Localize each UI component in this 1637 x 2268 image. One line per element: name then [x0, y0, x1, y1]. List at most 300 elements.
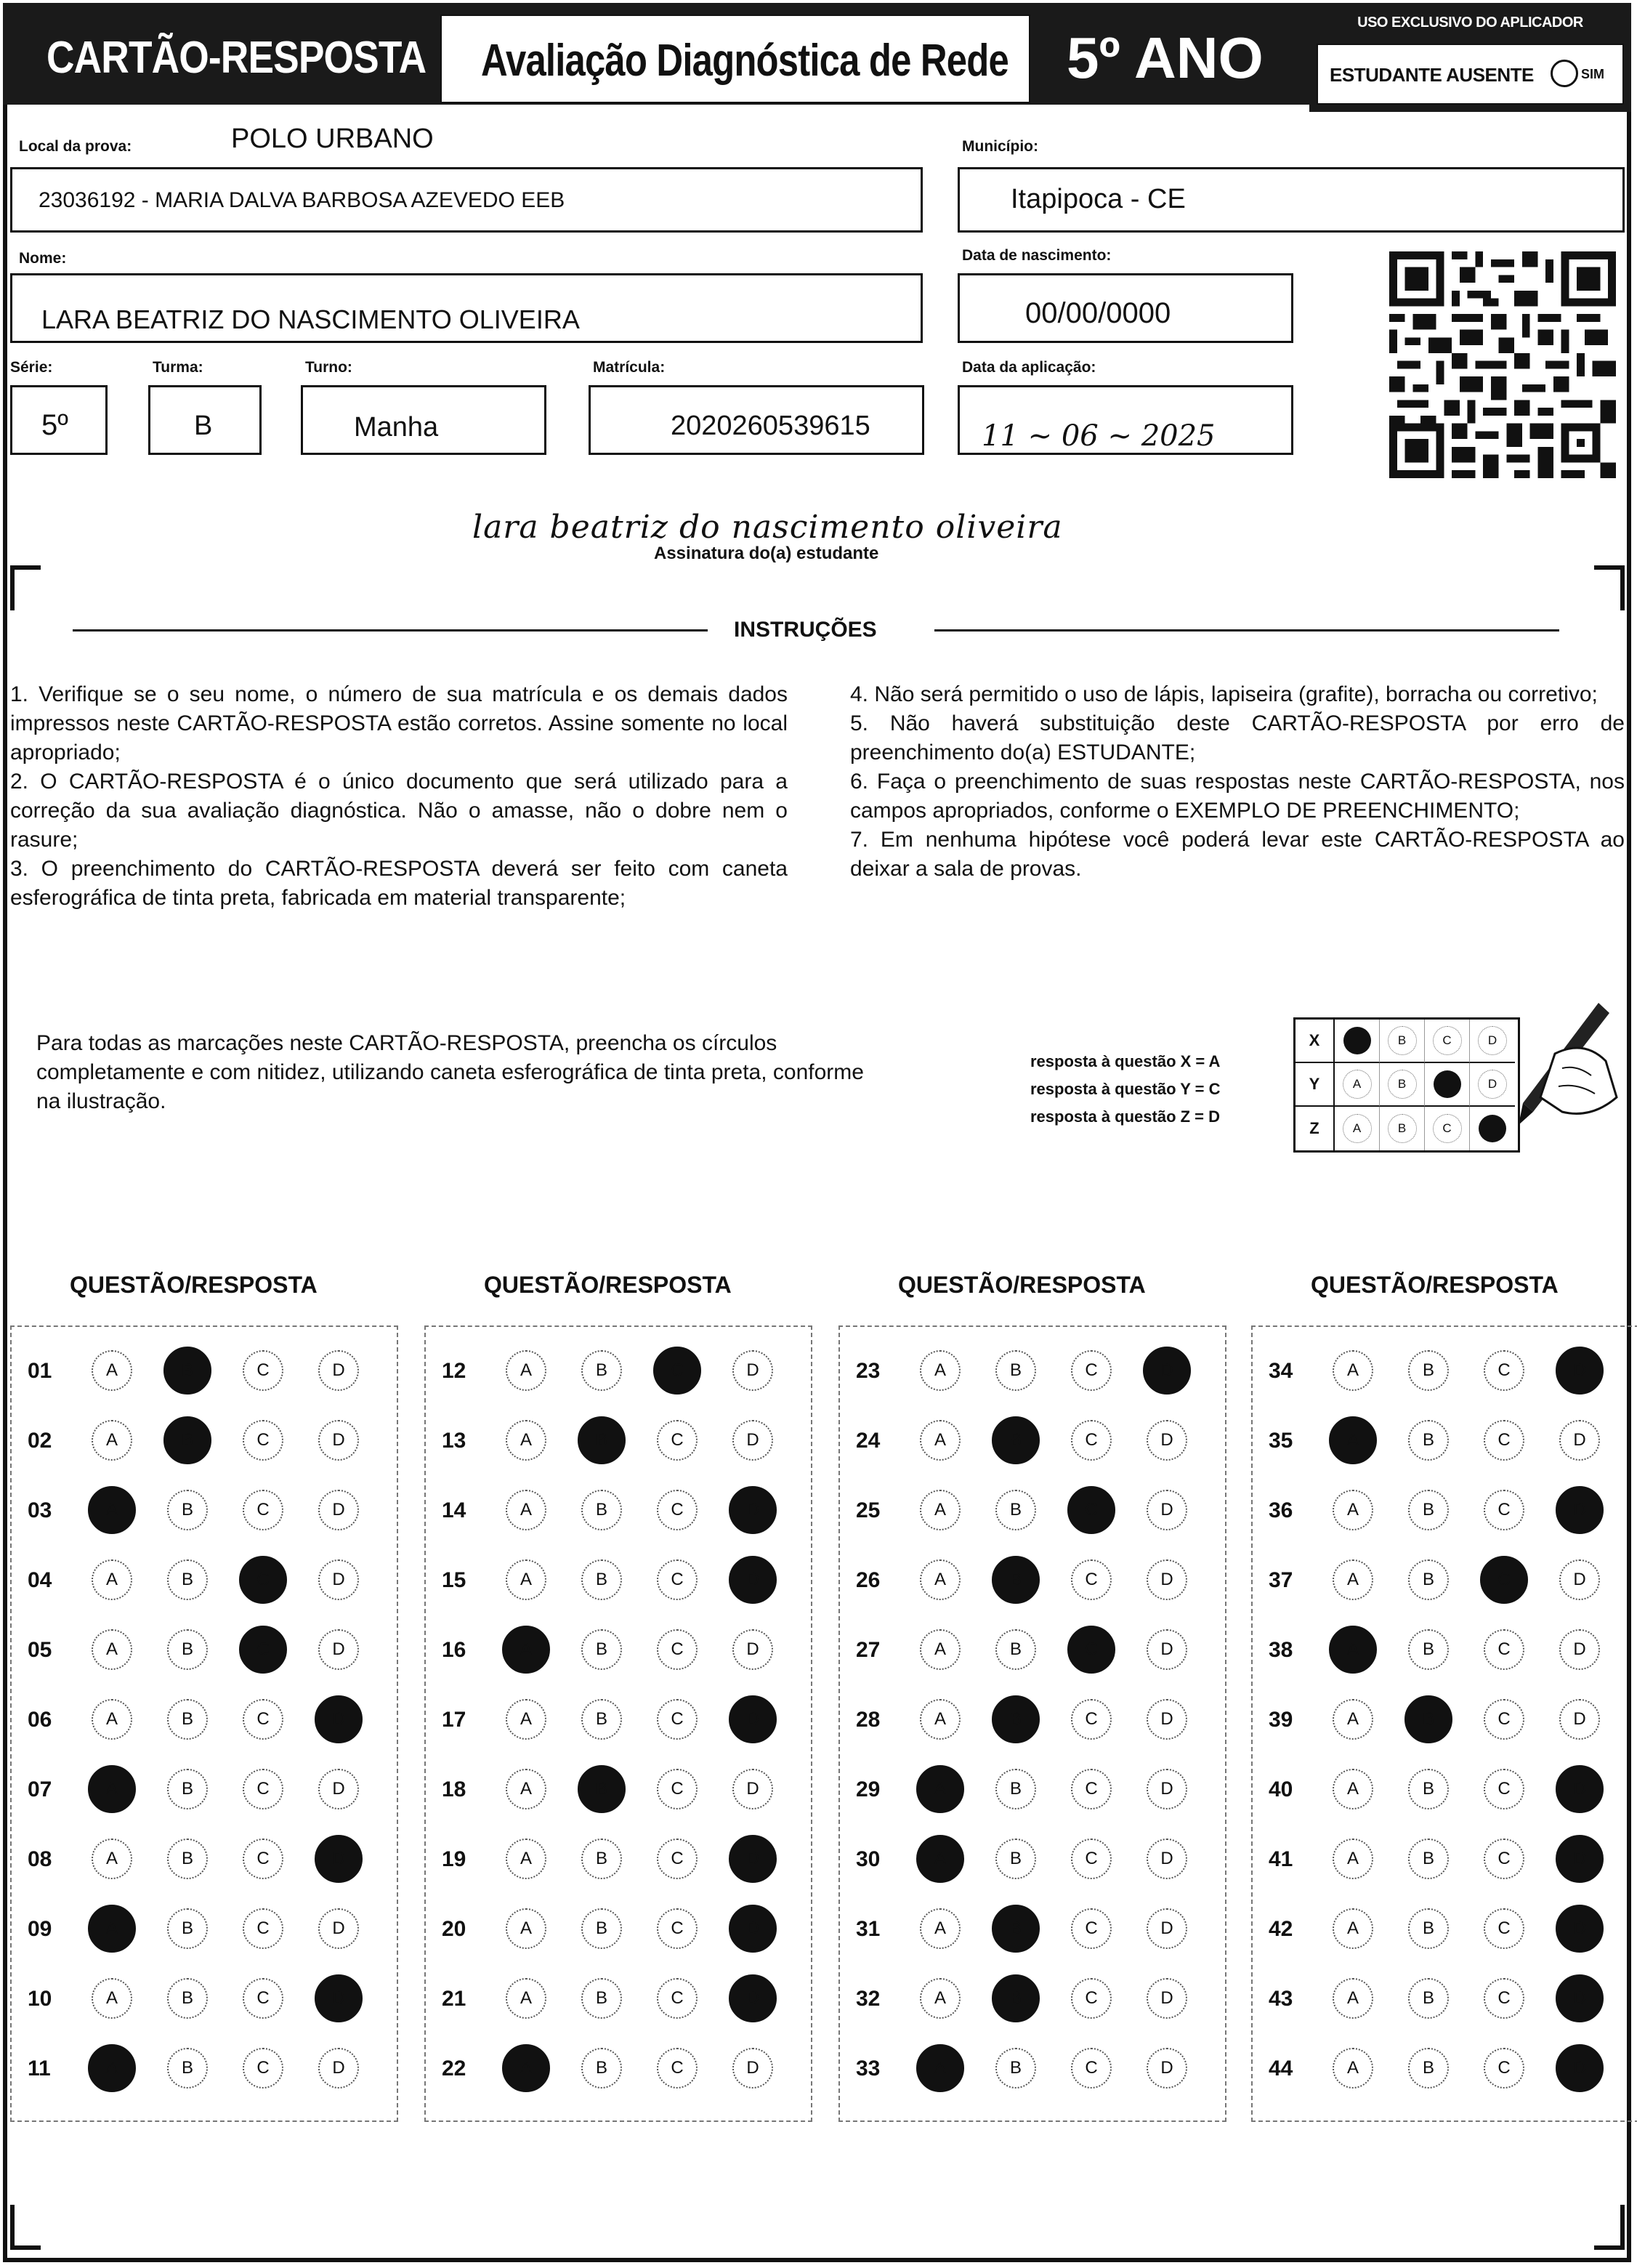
qr-code	[1389, 251, 1616, 478]
answer-bubble[interactable]: C	[243, 1839, 283, 1879]
school-box	[10, 167, 923, 233]
question-number: 14	[442, 1498, 466, 1522]
question-number: 38	[1269, 1638, 1293, 1662]
answer-bubble[interactable]: A	[506, 1420, 546, 1461]
answer-bubble-filled[interactable]: C	[1067, 1486, 1115, 1534]
question-column-1	[10, 1325, 398, 2122]
answer-bubble-filled[interactable]: B	[163, 1347, 211, 1395]
answer-bubble-filled[interactable]: C	[653, 1347, 701, 1395]
question-column-4	[1251, 1325, 1637, 2122]
answer-bubble[interactable]: A	[506, 1908, 546, 1949]
question-number: 20	[442, 1917, 466, 1941]
answer-bubble[interactable]: C	[657, 1978, 698, 2019]
question-number: 18	[442, 1777, 466, 1801]
answer-bubble[interactable]: C	[243, 1350, 283, 1391]
answer-bubble-filled[interactable]: A	[916, 1835, 964, 1883]
question-number: 09	[28, 1917, 52, 1941]
answer-bubble[interactable]: D	[1147, 1629, 1187, 1670]
answer-bubble[interactable]: A	[1333, 1699, 1373, 1740]
answer-bubble[interactable]: B	[1408, 1629, 1449, 1670]
question-number: 01	[28, 1359, 52, 1383]
answer-bubble[interactable]: A	[506, 1769, 546, 1809]
answer-bubble[interactable]: C	[1071, 1350, 1112, 1391]
answer-bubble[interactable]: B	[581, 2048, 622, 2089]
answer-bubble-filled[interactable]: D	[1556, 1835, 1604, 1883]
question-column-2	[424, 1325, 812, 2122]
answer-bubble[interactable]: A	[920, 1629, 961, 1670]
example-row-label: Y	[1296, 1063, 1335, 1107]
question-number: 11	[28, 2057, 51, 2081]
answer-bubble[interactable]: C	[1071, 1978, 1112, 2019]
question-number: 17	[442, 1708, 466, 1732]
answer-bubble-filled[interactable]: A	[88, 1905, 136, 1953]
answer-bubble[interactable]: A	[92, 1559, 132, 1600]
turno-box	[301, 385, 546, 455]
local-label: Local da prova:	[19, 138, 132, 155]
answer-bubble[interactable]: A	[1333, 1839, 1373, 1879]
answer-bubble[interactable]: B	[581, 1559, 622, 1600]
answer-bubble[interactable]: C	[657, 1699, 698, 1740]
answer-bubble[interactable]: B	[1408, 2048, 1449, 2089]
answer-bubble[interactable]: B	[581, 1490, 622, 1530]
column-header: QUESTÃO/RESPOSTA	[484, 1272, 732, 1298]
matricula-box	[589, 385, 924, 455]
answer-bubble[interactable]: D	[1147, 1908, 1187, 1949]
answer-bubble-filled[interactable]: A	[916, 1765, 964, 1813]
turma-value: B	[194, 411, 213, 441]
question-number: 32	[856, 1987, 881, 2011]
answer-bubble[interactable]: C	[1484, 1978, 1524, 2019]
corner-mark-top-right	[1594, 565, 1625, 610]
answer-bubble[interactable]: C	[657, 1420, 698, 1461]
question-number: 37	[1269, 1568, 1293, 1592]
serie-label: Série:	[10, 359, 53, 376]
answer-bubble[interactable]: B	[167, 1699, 208, 1740]
answer-bubble[interactable]: A	[1333, 1350, 1373, 1391]
aplicacao-box	[958, 385, 1293, 455]
answer-bubble[interactable]: B	[1408, 1559, 1449, 1600]
answer-bubble[interactable]: B	[1408, 1420, 1449, 1461]
example-bubble-filled	[1343, 1027, 1371, 1054]
fill-instruction: Para todas as marcações neste CARTÃO-RESPOSTA, preencha os círculos completamente e com nitidez, utilizando caneta esferográfica de tinta preta, conforme na ilustração.	[36, 1031, 864, 1113]
answer-bubble-filled[interactable]: A	[88, 1486, 136, 1534]
answer-bubble-filled[interactable]: B	[992, 1416, 1040, 1464]
answer-bubble[interactable]: C	[243, 1978, 283, 2019]
answer-bubble[interactable]: A	[506, 1699, 546, 1740]
answer-bubble[interactable]: B	[167, 1769, 208, 1809]
pen-icon	[1490, 996, 1620, 1141]
answer-bubble[interactable]: A	[92, 1629, 132, 1670]
answer-bubble[interactable]: B	[1408, 1908, 1449, 1949]
answer-bubble-filled[interactable]: A	[502, 2044, 550, 2092]
example-bubble: C	[1433, 1026, 1462, 1055]
answer-bubble[interactable]: A	[92, 1350, 132, 1391]
signature-label: Assinatura do(a) estudante	[654, 544, 879, 563]
example-legend-y: resposta à questão Y = C	[1030, 1080, 1221, 1098]
instruction-6: 6. Faça o preenchimento de suas respostas neste CARTÃO-RESPOSTA, nos campos apropriados, conforme o EXEMPLO DE PREENCHIMENTO;	[850, 770, 1625, 823]
example-bubble: A	[1343, 1114, 1372, 1143]
exam-title: Avaliação Diagnóstica de Rede	[481, 36, 1009, 86]
answer-bubble-filled[interactable]: D	[1556, 1974, 1604, 2022]
example-bubble: B	[1388, 1114, 1417, 1143]
example-cell	[1380, 1063, 1425, 1107]
question-number: 08	[28, 1847, 52, 1871]
question-number: 39	[1269, 1708, 1293, 1732]
answer-bubble[interactable]: C	[243, 1699, 283, 1740]
applicator-label: USO EXCLUSIVO DO APLICADOR	[1357, 15, 1583, 31]
answer-bubble[interactable]: C	[1071, 2048, 1112, 2089]
answer-bubble-filled[interactable]: B	[992, 1905, 1040, 1953]
question-number: 25	[856, 1498, 881, 1522]
answer-bubble[interactable]: B	[167, 1559, 208, 1600]
answer-bubble-filled[interactable]: C	[239, 1556, 287, 1604]
example-bubble: B	[1388, 1070, 1417, 1099]
answer-bubble[interactable]: C	[1071, 1908, 1112, 1949]
example-legend-z: resposta à questão Z = D	[1030, 1107, 1221, 1126]
answer-bubble-filled[interactable]: A	[502, 1626, 550, 1674]
answer-bubble[interactable]: B	[581, 1839, 622, 1879]
answer-bubble[interactable]: B	[581, 1978, 622, 2019]
question-number: 42	[1269, 1917, 1293, 1941]
answer-bubble-filled[interactable]: B	[992, 1974, 1040, 2022]
answer-bubble[interactable]: B	[995, 1490, 1036, 1530]
example-cell	[1335, 1107, 1380, 1150]
answer-bubble[interactable]: A	[1333, 1490, 1373, 1530]
municipio-box	[958, 167, 1625, 233]
answer-bubble[interactable]: A	[92, 1699, 132, 1740]
answer-bubble[interactable]: D	[1559, 1629, 1600, 1670]
example-bubble-filled	[1434, 1070, 1461, 1098]
answer-bubble[interactable]: A	[920, 1908, 961, 1949]
question-number: 03	[28, 1498, 52, 1522]
answer-bubble[interactable]: C	[1071, 1699, 1112, 1740]
answer-bubble-filled[interactable]: C	[1067, 1626, 1115, 1674]
example-cell	[1380, 1020, 1425, 1063]
applicator-panel	[1309, 3, 1631, 112]
answer-bubble[interactable]: C	[657, 1629, 698, 1670]
answer-bubble[interactable]: D	[732, 1420, 773, 1461]
question-number: 30	[856, 1847, 881, 1871]
answer-bubble-filled[interactable]: C	[1480, 1556, 1528, 1604]
question-number: 16	[442, 1638, 466, 1662]
answer-bubble[interactable]: B	[1408, 1350, 1449, 1391]
answer-bubble[interactable]: D	[318, 1629, 359, 1670]
answer-bubble[interactable]: B	[167, 1839, 208, 1879]
answer-bubble-filled[interactable]: A	[88, 2044, 136, 2092]
answer-bubble[interactable]: C	[657, 1769, 698, 1809]
school-value: 23036192 - MARIA DALVA BARBOSA AZEVEDO EEB	[39, 188, 565, 212]
answer-bubble[interactable]: B	[167, 1629, 208, 1670]
answer-bubble[interactable]: A	[506, 1839, 546, 1879]
answer-bubble-filled[interactable]: A	[916, 2044, 964, 2092]
answer-bubble[interactable]: D	[732, 2048, 773, 2089]
instruction-7: 7. Em nenhuma hipótese você poderá levar este CARTÃO-RESPOSTA ao deixar a sala de provas.	[850, 828, 1625, 881]
answer-bubble[interactable]: D	[1147, 1978, 1187, 2019]
answer-bubble[interactable]: C	[657, 1839, 698, 1879]
instruction-4: 4. Não será permitido o uso de lápis, lapiseira (grafite), borracha ou corretivo;	[850, 682, 1598, 706]
answer-bubble[interactable]: C	[243, 1908, 283, 1949]
answer-bubble[interactable]: A	[1333, 1908, 1373, 1949]
answer-bubble[interactable]: D	[318, 1420, 359, 1461]
question-number: 33	[856, 2057, 881, 2081]
answer-bubble[interactable]: A	[1333, 1559, 1373, 1600]
turno-label: Turno:	[305, 359, 352, 376]
matricula-label: Matrícula:	[593, 359, 666, 376]
turma-box	[148, 385, 262, 455]
question-number: 28	[856, 1708, 881, 1732]
answer-bubble[interactable]: D	[318, 1350, 359, 1391]
answer-bubble[interactable]: C	[657, 1490, 698, 1530]
answer-bubble-filled[interactable]: D	[1556, 1905, 1604, 1953]
answer-bubble[interactable]: C	[1484, 1908, 1524, 1949]
column-header: QUESTÃO/RESPOSTA	[1311, 1272, 1559, 1298]
answer-bubble[interactable]: D	[1147, 1559, 1187, 1600]
answer-bubble[interactable]: C	[1484, 2048, 1524, 2089]
answer-bubble-filled[interactable]: B	[163, 1416, 211, 1464]
instruction-3: 3. O preenchimento do CARTÃO-RESPOSTA deverá ser feito com caneta esferográfica de tinta preta, fabricada em material transparente;	[10, 857, 788, 910]
answer-bubble-filled[interactable]: B	[992, 1695, 1040, 1743]
example-grid	[1293, 1017, 1520, 1153]
answer-bubble[interactable]: C	[243, 1769, 283, 1809]
corner-mark-bottom-left	[10, 2205, 41, 2250]
aplicacao-value: 11 ~ 06 ~ 2025	[982, 419, 1216, 453]
question-number: 04	[28, 1568, 52, 1592]
answer-bubble[interactable]: B	[1408, 1769, 1449, 1809]
answer-bubble[interactable]: D	[1147, 1769, 1187, 1809]
absent-box	[1317, 44, 1624, 105]
question-number: 05	[28, 1638, 52, 1662]
question-number: 10	[28, 1987, 52, 2011]
answer-bubble[interactable]: A	[920, 1420, 961, 1461]
answer-bubble[interactable]: C	[1071, 1420, 1112, 1461]
answer-bubble[interactable]: A	[506, 1978, 546, 2019]
answer-bubble[interactable]: D	[1147, 1420, 1187, 1461]
answer-bubble[interactable]: B	[581, 1629, 622, 1670]
instructions-left-column	[10, 680, 788, 913]
instruction-1: 1. Verifique se o seu nome, o número de sua matrícula e os demais dados impressos neste CARTÃO-RESPOSTA estão corretos. Assine somente no local apropriado;	[10, 682, 788, 764]
answer-bubble[interactable]: C	[1071, 1839, 1112, 1879]
answer-bubble[interactable]: C	[657, 1908, 698, 1949]
answer-bubble[interactable]: B	[995, 1629, 1036, 1670]
answer-bubble-filled[interactable]: B	[578, 1416, 626, 1464]
answer-bubble[interactable]: D	[1559, 1420, 1600, 1461]
nascimento-label: Data de nascimento:	[962, 247, 1112, 264]
answer-bubble[interactable]: B	[995, 1350, 1036, 1391]
answer-bubble-filled[interactable]: D	[315, 1835, 363, 1883]
answer-bubble[interactable]: C	[1484, 1420, 1524, 1461]
example-cell	[1380, 1107, 1425, 1150]
answer-bubble-filled[interactable]: D	[729, 1695, 777, 1743]
answer-bubble[interactable]: C	[1071, 1559, 1112, 1600]
answer-bubble-filled[interactable]: D	[729, 1556, 777, 1604]
answer-bubble[interactable]: D	[732, 1350, 773, 1391]
answer-bubble[interactable]: B	[167, 2048, 208, 2089]
example-legend-x: resposta à questão X = A	[1030, 1052, 1221, 1070]
instructions-title: INSTRUÇÕES	[734, 618, 877, 642]
answer-bubble-filled[interactable]: B	[578, 1765, 626, 1813]
nascimento-box	[958, 273, 1293, 343]
municipio-label: Município:	[962, 138, 1038, 155]
answer-bubble[interactable]: D	[732, 1629, 773, 1670]
exam-title-box	[440, 15, 1030, 103]
answer-bubble[interactable]: C	[243, 1490, 283, 1530]
answer-bubble[interactable]: A	[920, 1350, 961, 1391]
nome-label: Nome:	[19, 250, 67, 267]
answer-bubble-filled[interactable]: D	[729, 1905, 777, 1953]
absent-label: ESTUDANTE AUSENTE	[1330, 64, 1534, 86]
serie-box	[10, 385, 108, 455]
answer-bubble[interactable]: A	[1333, 1769, 1373, 1809]
example-bubble: B	[1388, 1026, 1417, 1055]
question-number: 36	[1269, 1498, 1293, 1522]
instruction-2: 2. O CARTÃO-RESPOSTA é o único documento que será utilizado para a correção da sua avaliação diagnóstica. Não o amasse, não o dobre nem o rasure;	[10, 770, 788, 852]
answer-bubble[interactable]: A	[92, 1420, 132, 1461]
question-number: 02	[28, 1429, 52, 1453]
answer-bubble[interactable]: C	[1484, 1699, 1524, 1740]
instructions-rule-right	[934, 629, 1559, 631]
answer-bubble[interactable]: B	[1408, 1839, 1449, 1879]
answer-bubble-filled[interactable]: D	[315, 1974, 363, 2022]
corner-mark-bottom-right	[1594, 2205, 1625, 2250]
question-number: 24	[856, 1429, 881, 1453]
answer-bubble[interactable]: D	[1147, 2048, 1187, 2089]
question-number: 15	[442, 1568, 466, 1592]
question-number: 35	[1269, 1429, 1293, 1453]
answer-bubble[interactable]: A	[920, 1699, 961, 1740]
answer-bubble[interactable]: B	[1408, 1490, 1449, 1530]
answer-bubble-filled[interactable]: B	[1404, 1695, 1452, 1743]
answer-bubble[interactable]: B	[1408, 1978, 1449, 2019]
answer-bubble[interactable]: D	[318, 2048, 359, 2089]
question-number: 34	[1269, 1359, 1293, 1383]
answer-bubble-filled[interactable]: D	[315, 1695, 363, 1743]
answer-bubble[interactable]: C	[1071, 1769, 1112, 1809]
answer-bubble[interactable]: D	[1559, 1559, 1600, 1600]
answer-bubble-filled[interactable]: D	[1556, 1347, 1604, 1395]
question-number: 26	[856, 1568, 881, 1592]
answer-bubble[interactable]: B	[581, 1908, 622, 1949]
answer-bubble[interactable]: D	[732, 1769, 773, 1809]
answer-bubble-filled[interactable]: D	[729, 1486, 777, 1534]
answer-bubble[interactable]: A	[1333, 2048, 1373, 2089]
answer-bubble-filled[interactable]: C	[239, 1626, 287, 1674]
answer-bubble[interactable]: D	[318, 1769, 359, 1809]
example-cell	[1335, 1020, 1380, 1063]
answer-bubble[interactable]: A	[92, 1978, 132, 2019]
answer-bubble-filled[interactable]: D	[729, 1974, 777, 2022]
answer-bubble[interactable]: A	[920, 1978, 961, 2019]
answer-bubble[interactable]: A	[920, 1490, 961, 1530]
answer-bubble[interactable]: C	[1484, 1629, 1524, 1670]
column-header: QUESTÃO/RESPOSTA	[898, 1272, 1146, 1298]
question-number: 13	[442, 1429, 466, 1453]
answer-bubble[interactable]: D	[318, 1490, 359, 1530]
answer-bubble-filled[interactable]: D	[729, 1835, 777, 1883]
question-number: 31	[856, 1917, 881, 1941]
answer-bubble-filled[interactable]: D	[1556, 1765, 1604, 1813]
answer-bubble[interactable]: B	[581, 1699, 622, 1740]
answer-bubble-filled[interactable]: D	[1556, 1486, 1604, 1534]
answer-bubble[interactable]: A	[506, 1490, 546, 1530]
answer-bubble[interactable]: B	[995, 2048, 1036, 2089]
answer-bubble[interactable]: D	[318, 1559, 359, 1600]
example-cell	[1425, 1107, 1470, 1150]
answer-bubble[interactable]: B	[581, 1350, 622, 1391]
answer-bubble-filled[interactable]: A	[1329, 1626, 1377, 1674]
absent-bubble[interactable]	[1551, 60, 1578, 87]
question-number: 23	[856, 1359, 881, 1383]
question-number: 41	[1269, 1847, 1293, 1871]
answer-bubble[interactable]: B	[167, 1978, 208, 2019]
answer-bubble[interactable]: B	[167, 1490, 208, 1530]
example-bubble: A	[1343, 1070, 1372, 1099]
corner-mark-top-left	[10, 565, 41, 610]
answer-bubble[interactable]: C	[243, 2048, 283, 2089]
answer-bubble[interactable]: C	[1484, 1769, 1524, 1809]
nome-box	[10, 273, 923, 343]
question-number: 07	[28, 1777, 52, 1801]
example-cell	[1425, 1063, 1470, 1107]
answer-bubble[interactable]: A	[920, 1559, 961, 1600]
answer-bubble[interactable]: A	[506, 1350, 546, 1391]
answer-bubble-filled[interactable]: D	[1556, 2044, 1604, 2092]
answer-bubble-filled[interactable]: B	[992, 1556, 1040, 1604]
serie-value: 5º	[41, 409, 68, 441]
answer-bubble[interactable]: B	[167, 1908, 208, 1949]
turma-label: Turma:	[153, 359, 203, 376]
answer-bubble-filled[interactable]: A	[88, 1765, 136, 1813]
question-number: 43	[1269, 1987, 1293, 2011]
answer-bubble[interactable]: D	[1147, 1839, 1187, 1879]
answer-bubble[interactable]: C	[1484, 1350, 1524, 1391]
instructions-rule-left	[73, 629, 708, 631]
example-row-label: X	[1296, 1020, 1335, 1063]
example-row-label: Z	[1296, 1107, 1335, 1150]
column-header: QUESTÃO/RESPOSTA	[70, 1272, 318, 1298]
turno-value: Manha	[354, 412, 439, 443]
question-number: 19	[442, 1847, 466, 1871]
nome-value: LARA BEATRIZ DO NASCIMENTO OLIVEIRA	[41, 304, 580, 334]
absent-option: SIM	[1581, 67, 1605, 81]
answer-bubble[interactable]: A	[1333, 1978, 1373, 2019]
answer-bubble[interactable]: A	[92, 1839, 132, 1879]
answer-bubble[interactable]: D	[1147, 1490, 1187, 1530]
answer-bubble[interactable]: A	[506, 1559, 546, 1600]
question-number: 40	[1269, 1777, 1293, 1801]
answer-bubble[interactable]: C	[243, 1420, 283, 1461]
question-number: 27	[856, 1638, 881, 1662]
answer-bubble[interactable]: D	[318, 1908, 359, 1949]
answer-bubble[interactable]: C	[1484, 1839, 1524, 1879]
answer-bubble[interactable]: B	[995, 1839, 1036, 1879]
instructions-right-column	[850, 680, 1625, 884]
question-number: 44	[1269, 2057, 1293, 2081]
answer-bubble[interactable]: C	[1484, 1490, 1524, 1530]
answer-bubble-filled[interactable]: D	[1143, 1347, 1191, 1395]
aplicacao-label: Data da aplicação:	[962, 359, 1096, 376]
card-title: CARTÃO-RESPOSTA	[47, 33, 427, 83]
answer-bubble[interactable]: D	[1147, 1699, 1187, 1740]
answer-bubble[interactable]: C	[657, 2048, 698, 2089]
question-number: 06	[28, 1708, 52, 1732]
answer-bubble[interactable]: B	[995, 1769, 1036, 1809]
question-number: 12	[442, 1359, 466, 1383]
example-bubble: D	[1478, 1026, 1507, 1055]
answer-bubble-filled[interactable]: A	[1329, 1416, 1377, 1464]
answer-bubble[interactable]: D	[1559, 1699, 1600, 1740]
answer-bubble[interactable]: C	[657, 1559, 698, 1600]
example-cell	[1425, 1020, 1470, 1063]
